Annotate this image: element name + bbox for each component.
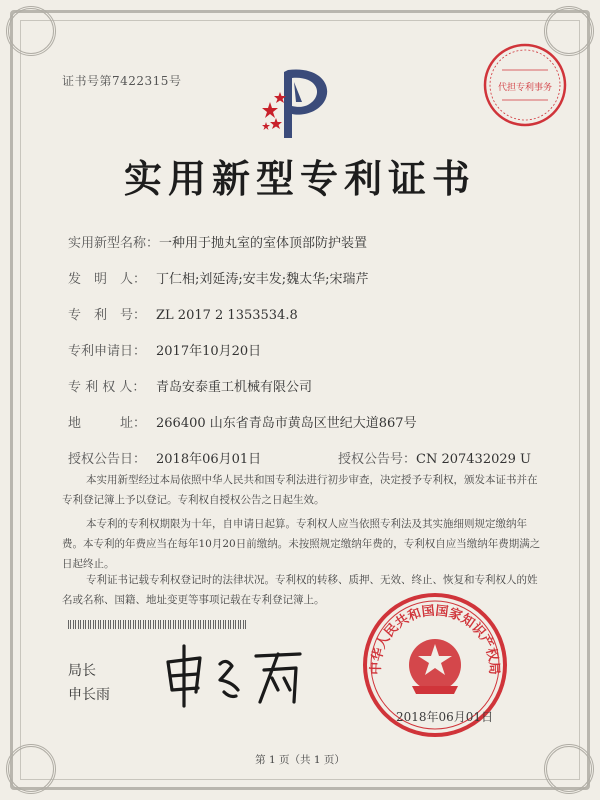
handwritten-signature-icon [160, 640, 310, 710]
page-title: 实用新型专利证书 [123, 156, 476, 201]
seal-date: 2018年06月01日 [396, 710, 494, 724]
paragraph-3: 专利证书记载专利权登记时的法律状况。专利权的转移、质押、无效、终止、恢复和专利权人的姓名或名称、国籍、地址变更等事项记载在专利登记簿上。 [62, 574, 538, 606]
filing-date: 专利申请日： 2017年10月20日 [68, 344, 262, 359]
certificate-number: 证书号第7422315号 [62, 74, 182, 88]
paragraph-1: 本实用新型经过本局依照中华人民共和国专利法进行初步审查，决定授予专利权，颁发本证书并在专利登记簿上予以登记。专利权自授权公告之日起生效。 [62, 474, 538, 506]
small-seal-text: 代担专利事务 [497, 83, 553, 93]
director-name: 申长雨 [68, 687, 110, 703]
utility-model-name: 实用新型名称：一种用于抛丸室的室体顶部防护装置 [68, 236, 368, 251]
paragraph-2: 本专利的专利权期限为十年，自申请日起算。专利权人应当依照专利法及其实施细则规定缴纳年费。本专利的年费应当在每年10月20日前缴纳。未按照规定缴纳年费的，专利权自应当缴纳年费期满之日起终止。 [62, 518, 541, 570]
agency-seal-icon [480, 40, 570, 130]
patent-number: 专 利 号： ZL 2017 2 1353534.8 [68, 308, 298, 323]
barcode-icon [68, 620, 248, 629]
grant-number: 授权公告号：CN 207432029 U [338, 452, 531, 467]
patent-holder: 专 利 权 人： 青岛安泰重工机械有限公司 [68, 380, 313, 395]
seal-arc-text: 中华人民共和国国家知识产权局 [368, 603, 502, 676]
address: 地 址： 266400 山东省青岛市黄岛区世纪大道867号 [68, 416, 417, 431]
grant-date: 授权公告日： 2018年06月01日 [68, 452, 262, 467]
inventors: 发 明 人： 丁仁相;刘延涛;安丰发;魏太华;宋瑞芹 [68, 272, 369, 287]
corner-ornament [6, 6, 56, 56]
cnipa-logo-icon [258, 62, 338, 142]
director-title: 局长 [68, 663, 96, 679]
page-number: 第 1 页（共 1 页） [255, 754, 345, 766]
